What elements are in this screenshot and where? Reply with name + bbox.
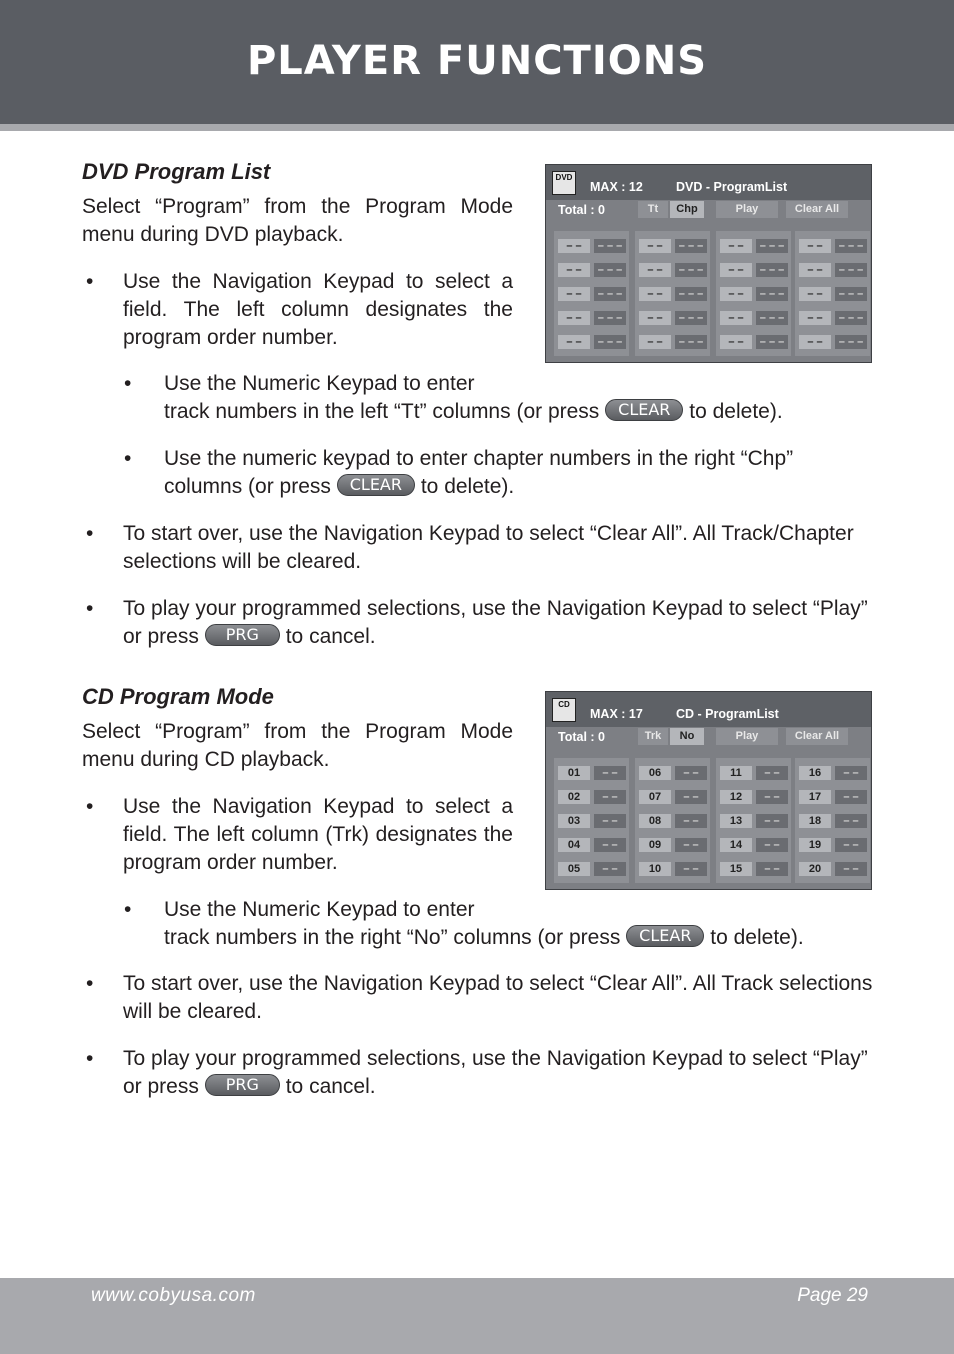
program-order-cell: 07 bbox=[639, 790, 671, 804]
program-value-cell: – – bbox=[675, 790, 707, 804]
screen-tab-no: No bbox=[670, 728, 704, 745]
cd-bullet-4 bbox=[123, 1045, 873, 1101]
program-order-cell: – – bbox=[720, 335, 752, 349]
program-order-cell: 16 bbox=[799, 766, 831, 780]
program-order-cell: – – bbox=[799, 263, 831, 277]
program-value-cell: – – – bbox=[594, 287, 626, 301]
program-value-cell: – – bbox=[756, 814, 788, 828]
program-value-cell: – – bbox=[835, 862, 867, 876]
cd-bullet-2 bbox=[164, 896, 884, 952]
program-value-cell: – – bbox=[675, 862, 707, 876]
program-column bbox=[554, 758, 629, 883]
screen-max: MAX : 12 bbox=[590, 180, 643, 194]
program-value-cell: – – bbox=[594, 862, 626, 876]
program-value-cell: – – bbox=[594, 766, 626, 780]
bullet-dot: • bbox=[86, 795, 94, 818]
program-order-cell: – – bbox=[720, 287, 752, 301]
screen-name: CD - ProgramList bbox=[676, 707, 779, 721]
clear-button: CLEAR bbox=[626, 925, 704, 947]
dvd-bullet-2-line2: track numbers in the left “Tt” columns (or press bbox=[164, 400, 600, 423]
program-value-cell: – – – bbox=[756, 335, 788, 349]
program-order-cell: – – bbox=[799, 239, 831, 253]
program-value-cell: – – bbox=[675, 766, 707, 780]
bullet-dot: • bbox=[124, 898, 132, 921]
dvd-bullet-3-text: Use the numeric keypad to enter chapter numbers in the right “Chp” columns (or press bbox=[164, 447, 794, 498]
program-value-cell: – – bbox=[835, 814, 867, 828]
dvd-bullet-5-text: To play your programmed selections, use the Navigation Keypad to select “Play” or press bbox=[123, 597, 868, 648]
dvd-bullet-3-end: to delete). bbox=[420, 475, 515, 498]
program-value-cell: – – bbox=[756, 838, 788, 852]
program-order-cell: – – bbox=[639, 239, 671, 253]
program-order-cell: 02 bbox=[558, 790, 590, 804]
program-order-cell: – – bbox=[558, 335, 590, 349]
bullet-dot: • bbox=[86, 597, 94, 620]
header-stripe bbox=[0, 124, 954, 131]
dvd-bullet-3 bbox=[164, 445, 864, 501]
cd-bullet-4-end: to cancel. bbox=[285, 1075, 376, 1098]
program-order-cell: 09 bbox=[639, 838, 671, 852]
bullet-dot: • bbox=[124, 447, 132, 470]
program-order-cell: 14 bbox=[720, 838, 752, 852]
bullet-dot: • bbox=[86, 972, 94, 995]
dvd-bullet-5-end: to cancel. bbox=[285, 625, 376, 648]
program-value-cell: – – – bbox=[756, 287, 788, 301]
program-order-cell: – – bbox=[639, 311, 671, 325]
program-value-cell: – – – bbox=[675, 239, 707, 253]
program-value-cell: – – – bbox=[594, 239, 626, 253]
bullet-dot: • bbox=[86, 522, 94, 545]
program-order-cell: 20 bbox=[799, 862, 831, 876]
screen-tab-chp: Chp bbox=[670, 201, 704, 218]
prg-button: PRG bbox=[205, 624, 280, 646]
program-value-cell: – – bbox=[835, 838, 867, 852]
program-column bbox=[635, 231, 710, 356]
program-value-cell: – – bbox=[594, 838, 626, 852]
program-value-cell: – – bbox=[756, 766, 788, 780]
program-order-cell: – – bbox=[720, 311, 752, 325]
program-order-cell: – – bbox=[558, 287, 590, 301]
dvd-bullet-2-end: to delete). bbox=[689, 400, 783, 423]
program-order-cell: – – bbox=[799, 335, 831, 349]
cd-program-list-screen bbox=[545, 691, 872, 890]
prg-button: PRG bbox=[205, 1074, 280, 1096]
program-order-cell: – – bbox=[639, 335, 671, 349]
program-order-cell: 19 bbox=[799, 838, 831, 852]
cd-intro: Select “Program” from the Program Mode menu during CD playback. bbox=[82, 720, 513, 771]
program-value-cell: – – bbox=[835, 766, 867, 780]
dvd-section-title: DVD Program List bbox=[82, 159, 271, 184]
program-order-cell: 04 bbox=[558, 838, 590, 852]
screen-tab-clear-all: Clear All bbox=[786, 728, 848, 745]
program-order-cell: 03 bbox=[558, 814, 590, 828]
program-value-cell: – – bbox=[756, 862, 788, 876]
cd-bullet-2-end: to delete). bbox=[710, 926, 804, 949]
screen-name: DVD - ProgramList bbox=[676, 180, 788, 194]
program-order-cell: 11 bbox=[720, 766, 752, 780]
program-order-cell: – – bbox=[720, 239, 752, 253]
program-value-cell: – – – bbox=[675, 335, 707, 349]
page-title: PLAYER FUNCTIONS bbox=[246, 38, 708, 84]
page-number: Page 29 bbox=[797, 1285, 868, 1306]
program-value-cell: – – – bbox=[756, 263, 788, 277]
bullet-dot: • bbox=[86, 1047, 94, 1070]
program-order-cell: 18 bbox=[799, 814, 831, 828]
program-order-cell: – – bbox=[639, 263, 671, 277]
screen-tab-play: Play bbox=[716, 728, 778, 745]
program-value-cell: – – bbox=[675, 838, 707, 852]
program-order-cell: 15 bbox=[720, 862, 752, 876]
cd-bullet-3: To start over, use the Navigation Keypad to select “Clear All”. All Track selections will be cleared. bbox=[123, 972, 873, 1023]
program-order-cell: – – bbox=[558, 239, 590, 253]
program-value-cell: – – – bbox=[835, 239, 867, 253]
program-value-cell: – – bbox=[675, 814, 707, 828]
program-column bbox=[716, 758, 791, 883]
program-order-cell: 12 bbox=[720, 790, 752, 804]
program-order-cell: 10 bbox=[639, 862, 671, 876]
program-value-cell: – – – bbox=[835, 263, 867, 277]
dvd-disc-icon: DVD bbox=[552, 171, 576, 195]
screen-total: Total : 0 bbox=[558, 203, 605, 217]
screen-tab-clear-all: Clear All bbox=[786, 201, 848, 218]
dvd-bullet-2 bbox=[164, 370, 864, 426]
program-column bbox=[795, 758, 870, 883]
program-value-cell: – – – bbox=[756, 311, 788, 325]
program-order-cell: 05 bbox=[558, 862, 590, 876]
program-order-cell: – – bbox=[720, 263, 752, 277]
screen-total: Total : 0 bbox=[558, 730, 605, 744]
dvd-program-list-screen bbox=[545, 164, 872, 363]
program-order-cell: 08 bbox=[639, 814, 671, 828]
program-order-cell: 13 bbox=[720, 814, 752, 828]
cd-bullet-1: Use the Navigation Keypad to select a field. The left column (Trk) designates the program order number. bbox=[123, 795, 513, 874]
program-order-cell: – – bbox=[799, 311, 831, 325]
program-value-cell: – – – bbox=[675, 263, 707, 277]
program-value-cell: – – – bbox=[594, 263, 626, 277]
program-value-cell: – – – bbox=[675, 287, 707, 301]
dvd-bullet-2-line1: Use the Numeric Keypad to enter bbox=[164, 372, 475, 395]
screen-max: MAX : 17 bbox=[590, 707, 643, 721]
screen-tab-trk: Trk bbox=[638, 728, 668, 745]
program-value-cell: – – – bbox=[756, 239, 788, 253]
program-column bbox=[635, 758, 710, 883]
program-value-cell: – – bbox=[594, 814, 626, 828]
program-value-cell: – – – bbox=[675, 311, 707, 325]
program-value-cell: – – bbox=[756, 790, 788, 804]
cd-disc-icon: CD bbox=[552, 698, 576, 722]
program-order-cell: 06 bbox=[639, 766, 671, 780]
screen-tab-play: Play bbox=[716, 201, 778, 218]
program-column bbox=[795, 231, 870, 356]
cd-bullet-2-line2: track numbers in the right “No” columns (or press bbox=[164, 926, 621, 949]
dvd-bullet-1: Use the Navigation Keypad to select a field. The left column designates the program order number. bbox=[123, 270, 513, 349]
program-order-cell: – – bbox=[799, 287, 831, 301]
program-order-cell: 01 bbox=[558, 766, 590, 780]
program-column bbox=[716, 231, 791, 356]
program-value-cell: – – bbox=[835, 790, 867, 804]
screen-tab-tt: Tt bbox=[638, 201, 668, 218]
bullet-dot: • bbox=[124, 372, 132, 395]
program-value-cell: – – bbox=[594, 790, 626, 804]
program-order-cell: – – bbox=[558, 263, 590, 277]
program-value-cell: – – – bbox=[594, 335, 626, 349]
dvd-intro: Select “Program” from the Program Mode menu during DVD playback. bbox=[82, 195, 513, 246]
program-value-cell: – – – bbox=[835, 311, 867, 325]
dvd-bullet-4: To start over, use the Navigation Keypad to select “Clear All”. All Track/Chapter selections will be cleared. bbox=[123, 522, 854, 573]
cd-bullet-2-line1: Use the Numeric Keypad to enter bbox=[164, 898, 475, 921]
program-order-cell: 17 bbox=[799, 790, 831, 804]
cd-bullet-4-text: To play your programmed selections, use the Navigation Keypad to select “Play” or press bbox=[123, 1047, 868, 1098]
clear-button: CLEAR bbox=[605, 399, 683, 421]
clear-button: CLEAR bbox=[337, 474, 415, 496]
program-column bbox=[554, 231, 629, 356]
program-value-cell: – – – bbox=[835, 335, 867, 349]
dvd-bullet-5 bbox=[123, 595, 873, 651]
program-value-cell: – – – bbox=[835, 287, 867, 301]
footer-url: www.cobyusa.com bbox=[91, 1285, 256, 1306]
program-order-cell: – – bbox=[558, 311, 590, 325]
program-value-cell: – – – bbox=[594, 311, 626, 325]
cd-section-title: CD Program Mode bbox=[82, 684, 274, 709]
program-order-cell: – – bbox=[639, 287, 671, 301]
bullet-dot: • bbox=[86, 270, 94, 293]
